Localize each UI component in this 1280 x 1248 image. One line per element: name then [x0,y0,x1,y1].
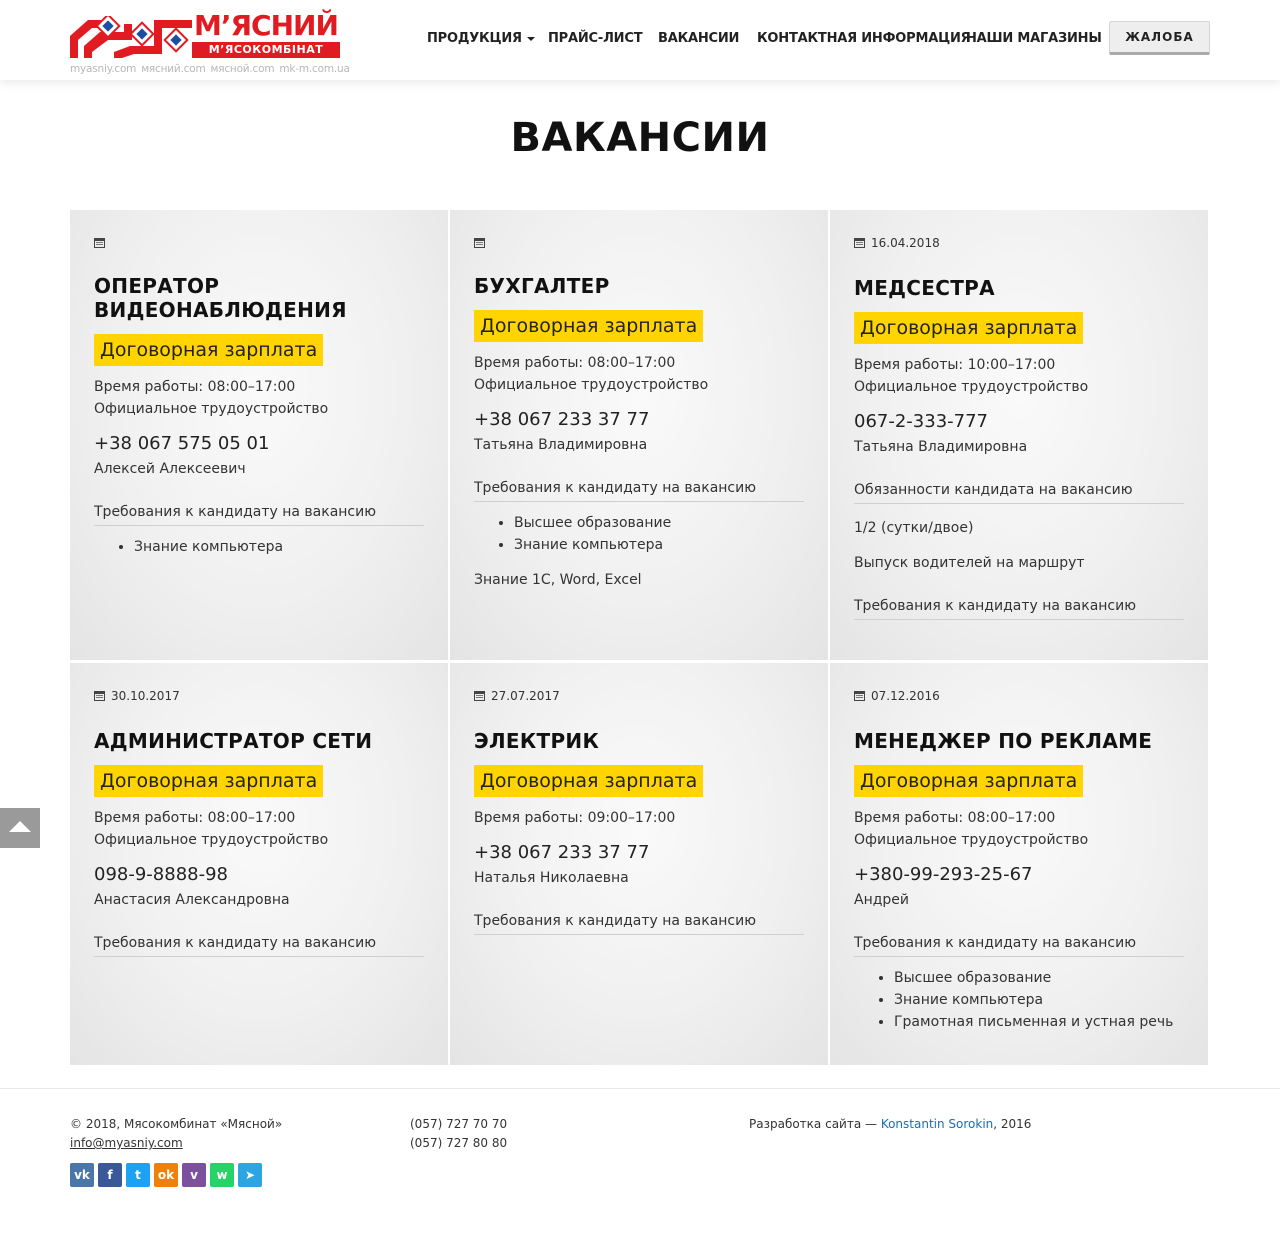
twitter-icon[interactable]: t [126,1163,150,1187]
logo-title: М’ЯСНИЙ [194,9,338,42]
vacancy-body [854,729,1184,1033]
vacancy-title[interactable]: МЕНЕДЖЕР ПО РЕКЛАМЕ [854,729,1153,753]
requirements-heading: Требования к кандидату на вакансию [94,501,424,526]
vacancy-body [474,729,804,935]
requirements-heading: Требования к кандидату на вакансию [94,932,424,957]
vacancy-phone[interactable]: +38 067 575 05 01 [94,433,270,454]
vacancy-employment: Официальное трудоустройство [94,832,329,848]
vacancy-card [830,663,1208,1065]
vacancy-contact: Татьяна Владимировна [474,437,648,453]
vacancy-date-text: 16.04.2018 [871,236,940,250]
vacancy-title[interactable]: БУХГАЛТЕР [474,274,610,298]
vacancy-employment: Официальное трудоустройство [854,832,1089,848]
vacancy-salary: Договорная зарплата [94,334,323,366]
vacancy-info [94,376,424,420]
requirements-heading: Требования к кандидату на вакансию [854,932,1184,957]
calendar-icon [474,238,485,248]
vacancy-employment: Официальное трудоустройство [94,401,329,417]
logo-domain: myasniy.com [70,63,137,75]
vacancy-date-text: 07.12.2016 [871,689,940,703]
footer-phone[interactable]: (057) 727 70 70 [410,1117,508,1131]
requirement-item: • Знание компьютера [134,536,424,558]
calendar-icon [94,238,105,248]
vacancy-info [474,807,804,829]
logo-ornament-icon [70,16,192,58]
vacancy-hours: Время работы: 10:00–17:00 [854,357,1056,373]
footer-email-link[interactable]: info@myasniy.com [70,1136,183,1150]
requirement-item: • Грамотная письменная и устная речь [894,1011,1184,1033]
calendar-icon [854,691,865,701]
requirements-heading: Требования к кандидату на вакансию [474,910,804,935]
vacancy-date-text: 30.10.2017 [111,689,180,703]
vacancy-date [474,235,491,251]
vacancy-contact: Наталья Николаевна [474,870,629,886]
vacancy-info [854,807,1184,851]
odnoklassniki-icon[interactable]: ok [154,1163,178,1187]
requirements-heading: Требования к кандидату на вакансию [474,477,804,502]
vacancy-salary: Договорная зарплата [474,310,703,342]
logo-domain: мясний.com [141,63,206,75]
viber-icon[interactable]: v [182,1163,206,1187]
vacancy-date-text: 27.07.2017 [491,689,560,703]
nav-item-label: ПРОДУКЦИЯ [427,31,522,46]
vacancy-date [474,688,560,704]
nav-item-products[interactable] [427,31,535,46]
vacancy-phone[interactable]: 098-9-8888-98 [94,864,229,885]
vacancy-salary: Договорная зарплата [474,765,703,797]
duties-heading: Обязанности кандидата на вакансию [854,479,1184,504]
footer-divider [0,1088,1280,1089]
vacancy-date [854,688,940,704]
vacancy-card [450,663,828,1065]
site-header [0,0,1280,80]
requirement-item: • Высшее образование [514,512,804,534]
whatsapp-icon[interactable]: w [210,1163,234,1187]
requirement-item: • Знание компьютера [894,989,1184,1011]
vacancy-body [94,729,424,957]
vacancy-contact: Анастасия Александровна [94,892,290,908]
vacancy-card [70,663,448,1065]
vacancy-card [450,210,828,660]
vacancy-date [94,688,180,704]
vacancy-hours: Время работы: 08:00–17:00 [854,810,1056,826]
vacancies-grid [70,210,1208,1065]
calendar-icon [474,691,485,701]
nav-item-vacancies[interactable]: ВАКАНСИИ [658,31,740,46]
vacancy-note: Знание 1С, Word, Excel [474,572,642,588]
site-logo[interactable] [70,9,360,76]
vacancy-body [474,274,804,591]
requirements-list [854,967,1184,1033]
vacancy-contact: Татьяна Владимировна [854,439,1028,455]
vacancy-date [854,235,940,251]
complaint-button[interactable]: ЖАЛОБА [1109,21,1210,55]
vacancy-card [830,210,1208,660]
requirement-item: • Знание компьютера [514,534,804,556]
vacancy-hours: Время работы: 08:00–17:00 [94,810,296,826]
logo-domain: мясной.com [210,63,275,75]
nav-item-stores[interactable]: НАШИ МАГАЗИНЫ [966,31,1102,46]
vacancy-title[interactable]: МЕДСЕСТРА [854,276,995,300]
vacancy-employment: Официальное трудоустройство [474,377,709,393]
nav-item-contacts[interactable]: КОНТАКТНАЯ ИНФОРМАЦИЯ [757,31,971,46]
duty-item: 1/2 (сутки/двое) [854,520,974,536]
vacancy-salary: Договорная зарплата [94,765,323,797]
calendar-icon [94,691,105,701]
logo-domain: mk-m.com.ua [279,63,350,75]
vacancy-date [94,235,111,251]
developer-link[interactable]: Konstantin Sorokin [880,1117,994,1131]
vacancy-info [474,352,804,396]
vacancy-hours: Время работы: 09:00–17:00 [474,810,676,826]
footer-copyright: © 2018, Мясокомбинат «Мясной» [70,1117,283,1131]
vk-icon[interactable]: vk [70,1163,94,1187]
vacancy-title[interactable]: АДМИНИСТРАТОР СЕТИ [94,729,373,753]
developer-suffix: , 2016 [993,1117,1032,1131]
nav-item-price[interactable]: ПРАЙС-ЛИСТ [548,31,643,46]
footer-developer [749,1115,1031,1133]
vacancy-info [94,807,424,851]
duty-item: Выпуск водителей на маршрут [854,555,1085,571]
vacancy-title[interactable]: ЭЛЕКТРИК [474,729,600,753]
page-title: ВАКАНСИИ [510,115,770,161]
requirement-item: • Высшее образование [894,967,1184,989]
scroll-to-top-button[interactable] [0,808,40,848]
vacancy-contact: Андрей [854,892,910,908]
vacancy-hours: Время работы: 08:00–17:00 [94,379,296,395]
social-links [70,1163,266,1187]
requirements-heading: Требования к кандидату на вакансию [854,595,1184,620]
vacancy-phone[interactable]: +38 067 233 37 77 [474,409,650,430]
vacancy-info [854,354,1184,398]
vacancy-card [70,210,448,660]
vacancy-contact: Алексей Алексеевич [94,461,246,477]
calendar-icon [854,238,865,248]
footer-phone[interactable]: (057) 727 80 80 [410,1136,508,1150]
developer-prefix: Разработка сайта — [749,1117,881,1131]
facebook-icon[interactable]: f [98,1163,122,1187]
vacancy-phone[interactable]: 067-2-333-777 [854,411,989,432]
requirements-list [94,536,424,558]
requirements-list [474,512,804,556]
caret-down-icon [527,37,535,41]
vacancy-body [94,274,424,558]
vacancy-title[interactable]: ОПЕРАТОР ВИДЕОНАБЛЮДЕНИЯ [94,274,347,322]
vacancy-phone[interactable]: +380-99-293-25-67 [854,864,1033,885]
logo-subtitle: М’ЯСОКОМБІНАТ [192,42,340,58]
telegram-icon[interactable]: ➤ [238,1163,262,1187]
vacancy-hours: Время работы: 08:00–17:00 [474,355,676,371]
vacancy-salary: Договорная зарплата [854,312,1083,344]
logo-domains [70,63,355,75]
vacancy-salary: Договорная зарплата [854,765,1083,797]
vacancy-phone[interactable]: +38 067 233 37 77 [474,842,650,863]
vacancy-body [854,276,1184,620]
vacancy-employment: Официальное трудоустройство [854,379,1089,395]
